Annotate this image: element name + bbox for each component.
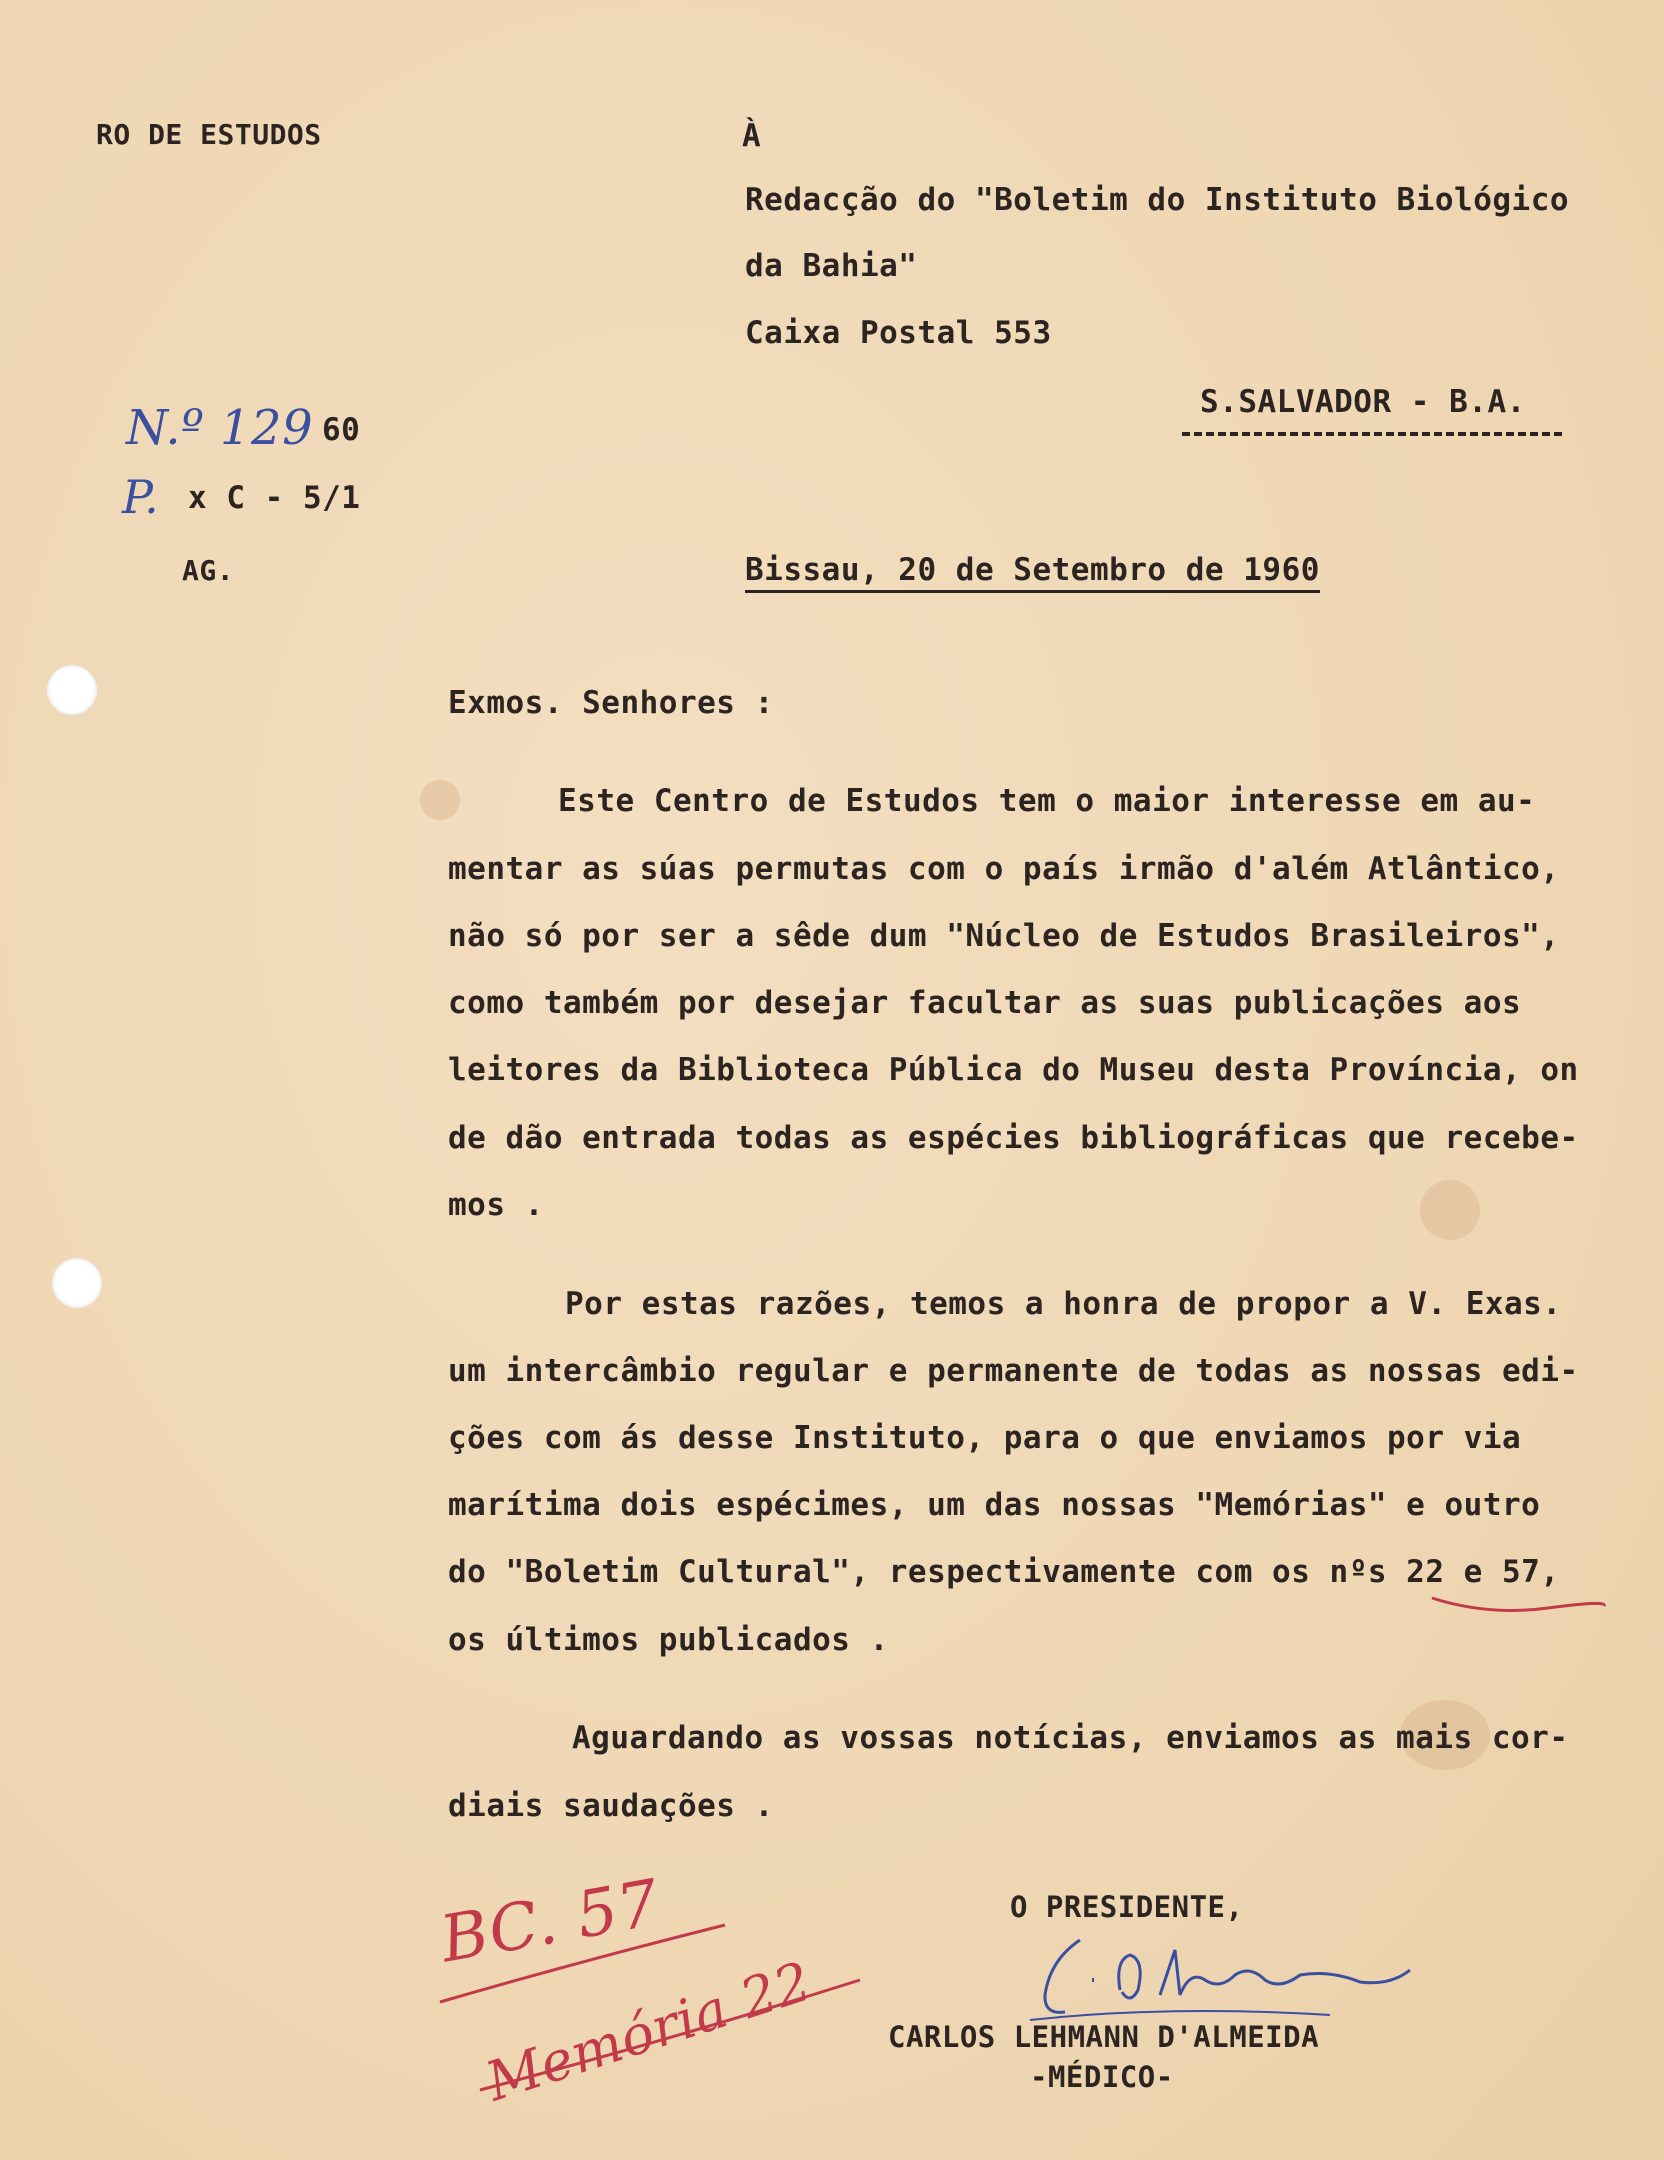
red-annotation-memoria: Memória 22 bbox=[478, 1949, 819, 2114]
destination-city: S.SALVADOR - B.A. bbox=[1200, 384, 1526, 420]
organization-header: RO DE ESTUDOS bbox=[96, 118, 322, 151]
paragraph-1-line: como também por desejar facultar as suas publicações aos bbox=[448, 985, 1522, 1021]
addressee-marker: À bbox=[742, 118, 762, 154]
paragraph-1-line: mos . bbox=[448, 1187, 544, 1223]
salutation: Exmos. Senhores : bbox=[448, 685, 774, 721]
paragraph-1-line: leitores da Biblioteca Pública do Museu desta Província, on bbox=[448, 1052, 1579, 1088]
reference-code: x C - 5/1 bbox=[188, 480, 361, 516]
binder-hole-top bbox=[47, 665, 97, 715]
paragraph-1-line: mentar as súas permutas com o país irmão d'além Atlântico, bbox=[448, 851, 1560, 887]
paragraph-3-line: Aguardando as vossas notícias, enviamos as mais cor- bbox=[572, 1720, 1569, 1756]
paragraph-1-line: Este Centro de Estudos tem o maior interesse em au- bbox=[558, 783, 1536, 819]
handwritten-reference-number: N.º 129 bbox=[126, 400, 314, 456]
handwritten-signature bbox=[1010, 1920, 1430, 2030]
binder-hole-bottom bbox=[52, 1258, 102, 1308]
paragraph-2-line: um intercâmbio regular e permanente de todas as nossas edi- bbox=[448, 1353, 1579, 1389]
typist-initials: AG. bbox=[182, 554, 235, 587]
signer-role: -MÉDICO- bbox=[1030, 2060, 1174, 2094]
paper-stain bbox=[420, 780, 460, 820]
handwritten-p-mark: P. bbox=[122, 470, 160, 524]
paragraph-2-line: marítima dois espécimes, um das nossas "Memórias" e outro bbox=[448, 1487, 1541, 1523]
reference-year: 60 bbox=[322, 412, 361, 448]
paragraph-1-line: de dão entrada todas as espécies bibliográficas que recebe- bbox=[448, 1120, 1579, 1156]
closing-title: O PRESIDENTE, bbox=[1010, 1890, 1244, 1924]
paper-stain bbox=[1420, 1180, 1480, 1240]
signer-name: CARLOS LEHMANN D'ALMEIDA bbox=[888, 2020, 1320, 2054]
addressee-line-3: Caixa Postal 553 bbox=[745, 315, 1052, 351]
addressee-line-1: Redacção do "Boletim do Instituto Biológico bbox=[745, 182, 1570, 218]
letter-date: Bissau, 20 de Setembro de 1960 bbox=[745, 552, 1320, 593]
paragraph-3-line: diais saudações . bbox=[448, 1788, 774, 1824]
city-underline bbox=[1182, 432, 1562, 436]
paragraph-2-line: do "Boletim Cultural", respectivamente com os nºs 22 e 57, bbox=[448, 1554, 1560, 1590]
red-annotation-bc57: BC. 57 bbox=[435, 1866, 665, 1978]
addressee-line-2: da Bahia" bbox=[745, 248, 918, 284]
paragraph-1-line: não só por ser a sêde dum "Núcleo de Estudos Brasileiros", bbox=[448, 918, 1560, 954]
paragraph-2-line: ções com ás desse Instituto, para o que enviamos por via bbox=[448, 1420, 1522, 1456]
red-underline-mark bbox=[1428, 1588, 1608, 1618]
paragraph-2-line: os últimos publicados . bbox=[448, 1622, 889, 1658]
paragraph-2-line: Por estas razões, temos a honra de propor a V. Exas. bbox=[565, 1286, 1562, 1322]
red-annotation-underline-2 bbox=[470, 1960, 870, 2100]
